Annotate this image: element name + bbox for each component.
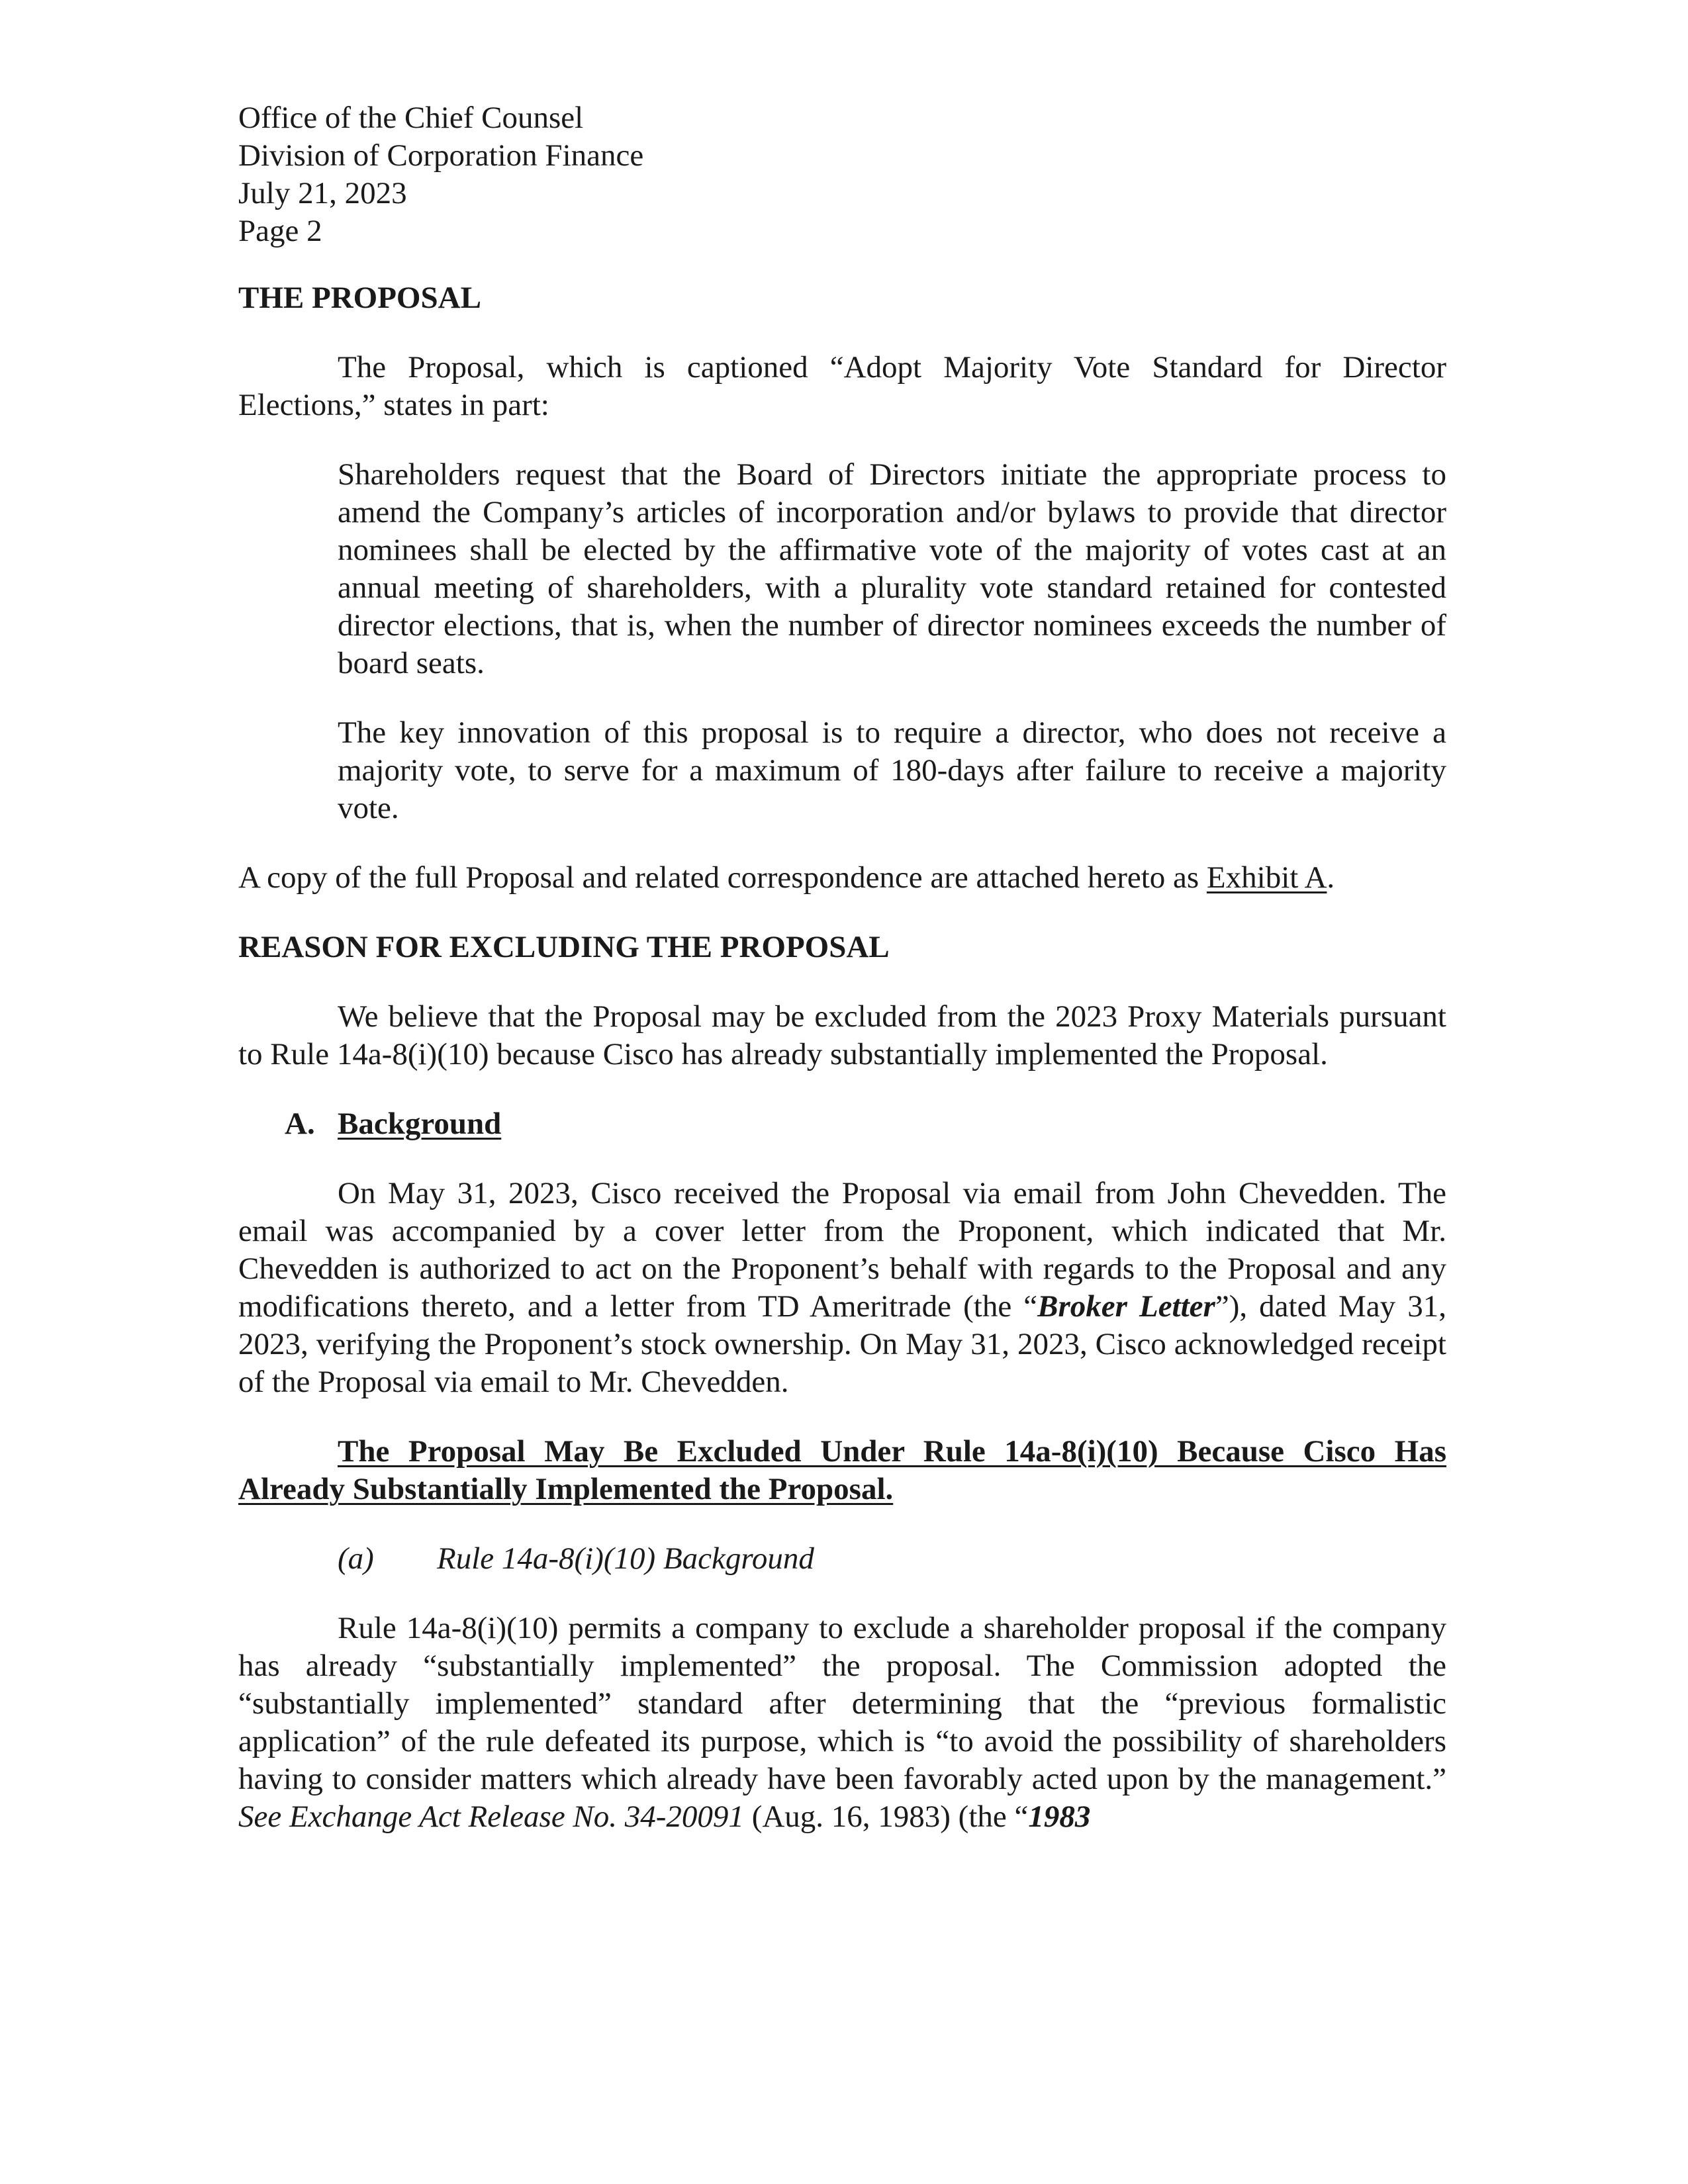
background-paragraph — [238, 1175, 1446, 1401]
rule-background-paragraph — [238, 1610, 1446, 1836]
page-number: Page 2 — [238, 214, 322, 248]
background-text-2: ”), dated May 31, 2023, verifying the Proponent’s stock ownership. On May 31, 2023, Cisco acknowledged receipt of the Proposal via email to Mr. Chevedden. — [238, 1289, 1446, 1399]
letter-header — [238, 99, 1446, 250]
exhibit-reference — [238, 859, 1446, 897]
subsection-title: Rule 14a-8(i)(10) Background — [437, 1541, 814, 1576]
heading-the-proposal: THE PROPOSAL — [238, 281, 481, 315]
heading-exclusion-argument: The Proposal May Be Excluded Under Rule 14a-8(i)(10) Because Cisco Has Already Substantially Implemented the Proposal. — [238, 1434, 1446, 1506]
letter-date: July 21, 2023 — [238, 176, 407, 210]
rule-text-1: Rule 14a-8(i)(10) permits a company to exclude a shareholder proposal if the company has already “substantially implemented” the proposal. The Commission adopted the “substantially implemented” standard after determining that the “previous formalistic application” of the rule defeated its purpose, which is “to avoid the possibility of shareholders having to consider matters which already have been favorably acted upon by the management.” — [238, 1611, 1446, 1796]
exhibit-reference-text: A copy of the full Proposal and related correspondence are attached hereto as — [238, 860, 1207, 895]
background-text-1: On May 31, 2023, Cisco received the Proposal via email from John Chevedden. The email was accompanied by a cover letter from the Proponent, which indicated that Mr. Chevedden is authorized to act on the Proponent’s behalf with regards to the Proposal and any modifications thereto, and a letter from TD Ameritrade (the “ — [238, 1176, 1446, 1324]
recipient-office: Office of the Chief Counsel — [238, 101, 584, 135]
rule-text-2: (Aug. 16, 1983) (the “ — [743, 1799, 1029, 1834]
heading-reason-for-excluding: REASON FOR EXCLUDING THE PROPOSAL — [238, 930, 890, 964]
subsection-label: (a) — [338, 1541, 374, 1576]
subheading-label: A. — [285, 1107, 315, 1141]
subheading-title: Background — [338, 1107, 502, 1141]
recipient-division: Division of Corporation Finance — [238, 138, 644, 173]
reason-paragraph: We believe that the Proposal may be excluded from the 2023 Proxy Materials pursuant to Rule 14a-8(i)(10) because Cisco has already substantially implemented the Proposal. — [238, 999, 1446, 1071]
proposal-quote-2: The key innovation of this proposal is to require a director, who does not receive a majority vote, to serve for a maximum of 180-days after failure to receive a majority vote. — [338, 715, 1446, 825]
defined-term-1983: 1983 — [1028, 1799, 1091, 1834]
citation-release: See Exchange Act Release No. 34-20091 — [238, 1799, 744, 1834]
proposal-intro: The Proposal, which is captioned “Adopt Majority Vote Standard for Director Elections,” states in part: — [238, 350, 1446, 422]
exhibit-reference-end: . — [1327, 860, 1335, 895]
proposal-quote-1: Shareholders request that the Board of Directors initiate the appropriate process to amend the Company’s articles of incorporation and/or bylaws to provide that director nominees shall be elected by the affirmative vote of the majority of votes cast at an annual meeting of shareholders, with a plurality vote standard retained for contested director elections, that is, when the number of director nominees exceeds the number of board seats. — [338, 457, 1446, 680]
defined-term-broker-letter: Broker Letter — [1037, 1289, 1215, 1324]
subsection-heading — [338, 1540, 1446, 1578]
subheading-background — [285, 1105, 1446, 1143]
exhibit-a-link[interactable]: Exhibit A — [1206, 860, 1327, 895]
document-page — [238, 99, 1446, 1836]
